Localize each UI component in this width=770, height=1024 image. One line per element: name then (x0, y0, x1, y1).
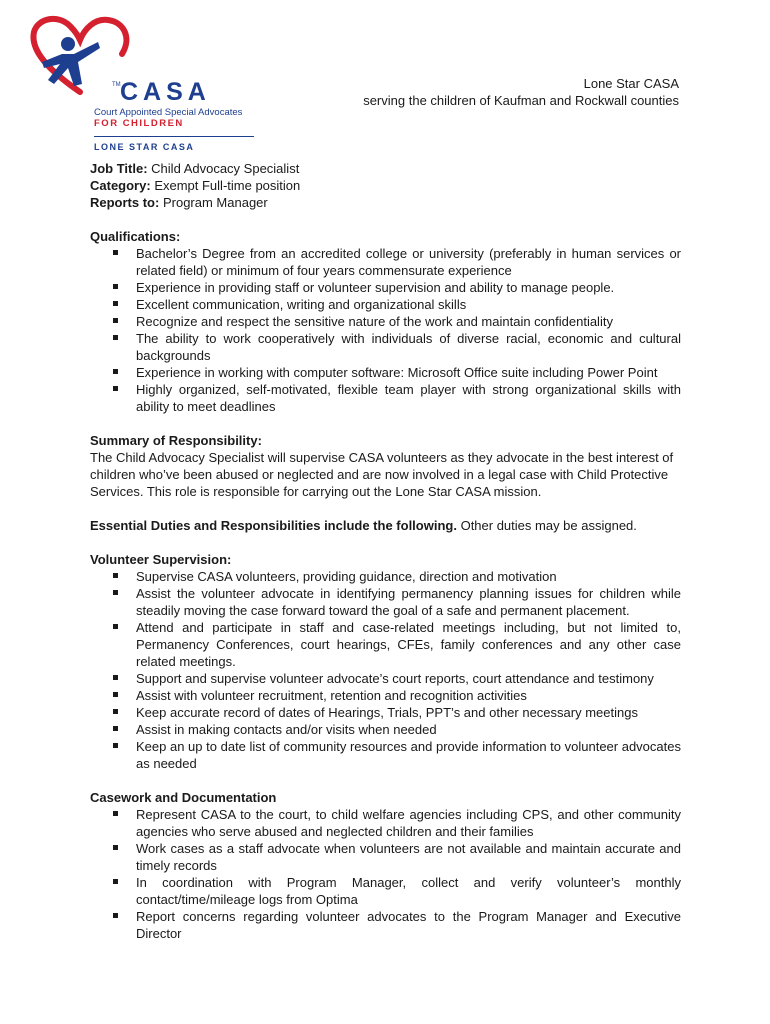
list-item: Keep an up to date list of community resources and provide information to volunteer advocates as needed (90, 738, 681, 772)
list-item: Experience in providing staff or volunteer supervision and ability to manage people. (90, 279, 681, 296)
list-item: Excellent communication, writing and organizational skills (90, 296, 681, 313)
casework-list (90, 806, 681, 942)
list-item: Keep accurate record of dates of Hearings, Trials, PPT’s and other necessary meetings (90, 704, 681, 721)
list-item: Experience in working with computer software: Microsoft Office suite including Power Point (90, 364, 681, 381)
summary-heading: Summary of Responsibility: (90, 433, 262, 448)
casework-heading: Casework and Documentation (90, 790, 277, 805)
list-item: Highly organized, self-motivated, flexible team player with strong organizational skills with ability to meet deadlines (90, 381, 681, 415)
org-tagline: serving the children of Kaufman and Rockwall counties (363, 93, 679, 108)
essential-duties-heading: Essential Duties and Responsibilities include the following. (90, 518, 457, 533)
list-item: Support and supervise volunteer advocate’s court reports, court attendance and testimony (90, 670, 681, 687)
list-item: Supervise CASA volunteers, providing guidance, direction and motivation (90, 568, 681, 585)
job-title-value: Child Advocacy Specialist (151, 161, 300, 176)
document-body (90, 160, 681, 942)
casa-logo (28, 14, 268, 152)
summary-text: The Child Advocacy Specialist will supervise CASA volunteers as they advocate in the best interest of children who’ve been abused or neglected and are now involved in a legal case with Child Protective Services. This role is responsible for carrying out the Lone Star CASA mission. (90, 450, 674, 499)
list-item: Work cases as a staff advocate when volunteers are not available and maintain accurate and timely records (90, 840, 681, 874)
reports-to-row (90, 194, 681, 211)
logo-trademark: TM (112, 82, 121, 88)
reports-to-value: Program Manager (162, 195, 268, 210)
job-title-label: Job Title: (90, 161, 148, 176)
category-value: Exempt Full-time position (154, 178, 301, 193)
volunteer-supervision-heading: Volunteer Supervision: (90, 552, 232, 567)
list-item: Bachelor’s Degree from an accredited college or university (preferably in human services or related field) or minimum of four years commensurate experience (90, 245, 681, 279)
category-row (90, 177, 681, 194)
volunteer-supervision-list (90, 568, 681, 772)
list-item: Represent CASA to the court, to child welfare agencies including CPS, and other community agencies who serve abused and neglected children and their families (90, 806, 681, 840)
job-title-row (90, 160, 681, 177)
essential-duties-row (90, 517, 681, 534)
category-label: Category: (90, 178, 151, 193)
essential-duties-note: Other duties may be assigned. (460, 518, 637, 533)
list-item: Report concerns regarding volunteer advocates to the Program Manager and Executive Director (90, 908, 681, 942)
list-item: Assist the volunteer advocate in identifying permanency planning issues for children while steadily moving the case forward toward the goal of a safe and permanent placement. (90, 585, 681, 619)
logo-for-children: FOR CHILDREN (94, 118, 184, 129)
logo-chapter-name: LONE STAR CASA (94, 142, 195, 152)
list-item: Attend and participate in staff and case-related meetings including, but not limited to, Permanency Conferences, court hearings, CFEs, family conferences and any other case related meetings. (90, 619, 681, 670)
list-item: Assist in making contacts and/or visits when needed (90, 721, 681, 738)
list-item: In coordination with Program Manager, collect and verify volunteer’s monthly contact/time/mileage logs from Optima (90, 874, 681, 908)
org-name: Lone Star CASA (583, 76, 679, 91)
qualifications-list (90, 245, 681, 415)
reports-to-label: Reports to: (90, 195, 160, 210)
list-item: Assist with volunteer recruitment, retention and recognition activities (90, 687, 681, 704)
list-item: Recognize and respect the sensitive nature of the work and maintain confidentiality (90, 313, 681, 330)
logo-divider (94, 136, 254, 137)
logo-wordmark: CASA (120, 78, 211, 106)
logo-subtitle: Court Appointed Special Advocates (94, 107, 243, 118)
list-item: The ability to work cooperatively with individuals of diverse racial, economic and cultural backgrounds (90, 330, 681, 364)
qualifications-heading: Qualifications: (90, 229, 181, 244)
